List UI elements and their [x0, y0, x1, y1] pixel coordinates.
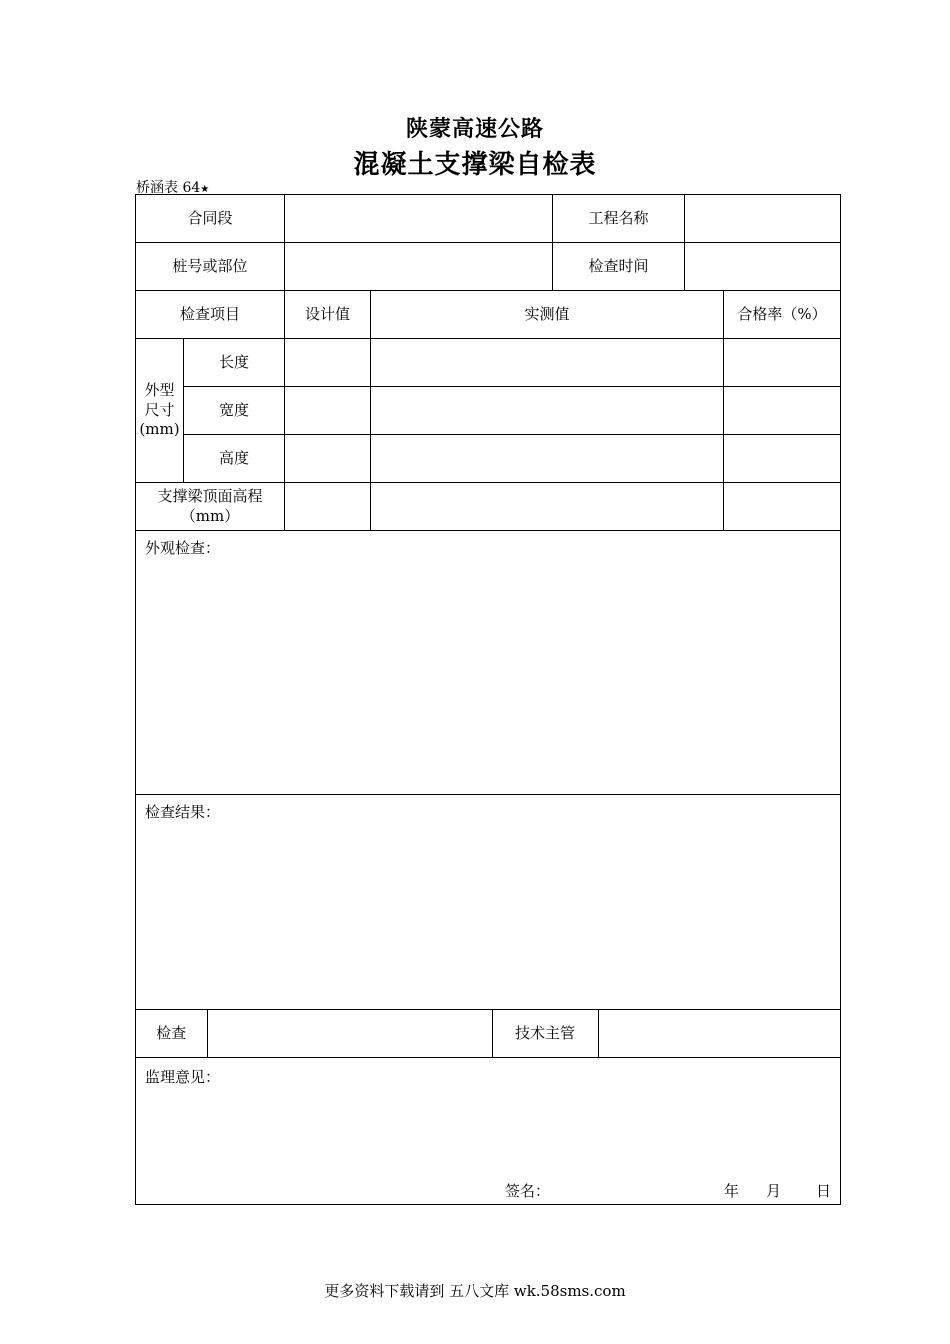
col-header-item: 检查项目	[136, 291, 285, 339]
dimension-group-label	[136, 339, 184, 483]
signature-row	[136, 1010, 841, 1058]
inspection-time-field[interactable]	[685, 243, 841, 291]
table-row	[136, 195, 841, 243]
table-row	[136, 1010, 841, 1058]
col-header-pass-rate: 合格率（%）	[724, 291, 841, 339]
station-label: 桩号或部位	[136, 243, 285, 291]
signature-subtable	[136, 1010, 840, 1057]
pass-rate-cell[interactable]	[724, 339, 841, 387]
table-row	[136, 243, 841, 291]
month-label: 月	[766, 1182, 782, 1200]
footer-note: 更多资料下载请到 五八文库 wk.58sms.com	[324, 1282, 626, 1300]
design-value-cell[interactable]	[285, 387, 371, 435]
pass-rate-cell[interactable]	[724, 387, 841, 435]
project-name-field[interactable]	[685, 195, 841, 243]
group-label-line: 尺寸	[144, 400, 175, 419]
form-title: 混凝土支撑梁自检表	[353, 150, 597, 180]
inspection-result-area[interactable]	[136, 795, 841, 1010]
col-header-measured: 实测值	[371, 291, 724, 339]
inspection-result-label: 检查结果：	[145, 803, 221, 821]
appearance-check-area[interactable]	[136, 531, 841, 795]
row-label-width: 宽度	[184, 387, 285, 435]
table-row	[136, 531, 841, 795]
station-field[interactable]	[285, 243, 553, 291]
elevation-label-line: 支撑梁顶面高程	[157, 487, 263, 505]
contract-section-label: 合同段	[136, 195, 285, 243]
table-row	[136, 483, 841, 531]
measured-value-cell[interactable]	[371, 339, 724, 387]
row-label-height: 高度	[184, 435, 285, 483]
table-header-row	[136, 291, 841, 339]
pass-rate-cell[interactable]	[724, 483, 841, 531]
tech-lead-label: 技术主管	[492, 1010, 598, 1057]
page-title: 陕蒙高速公路	[405, 117, 544, 142]
table-row	[136, 339, 841, 387]
form-code-text: 桥涵表 64	[136, 180, 201, 196]
measured-value-cell[interactable]	[371, 435, 724, 483]
table-row	[136, 1058, 841, 1205]
measured-value-cell[interactable]	[371, 387, 724, 435]
measured-value-cell[interactable]	[371, 483, 724, 531]
design-value-cell[interactable]	[285, 483, 371, 531]
appearance-check-label: 外观检查：	[145, 539, 221, 557]
contract-section-field[interactable]	[285, 195, 553, 243]
table-row	[136, 435, 841, 483]
project-name-label: 工程名称	[553, 195, 685, 243]
col-header-design: 设计值	[285, 291, 371, 339]
row-label-length: 长度	[184, 339, 285, 387]
year-label: 年	[724, 1182, 740, 1200]
group-label-line: (mm)	[139, 420, 180, 439]
design-value-cell[interactable]	[285, 339, 371, 387]
group-label-line: 外型	[144, 381, 175, 400]
inspection-table	[135, 194, 841, 1205]
inspection-time-label: 检查时间	[553, 243, 685, 291]
day-label: 日	[816, 1182, 832, 1200]
elevation-label	[136, 483, 285, 531]
supervisor-opinion-area[interactable]	[136, 1058, 841, 1205]
inspector-signature-field[interactable]	[207, 1010, 492, 1057]
design-value-cell[interactable]	[285, 435, 371, 483]
star-icon: ★	[200, 184, 210, 195]
table-row	[136, 387, 841, 435]
supervisor-opinion-label: 监理意见：	[145, 1068, 221, 1086]
pass-rate-cell[interactable]	[724, 435, 841, 483]
tech-lead-signature-field[interactable]	[598, 1010, 840, 1057]
table-row	[136, 795, 841, 1010]
signature-label: 签名：	[505, 1182, 551, 1200]
inspector-label: 检查	[136, 1010, 207, 1057]
elevation-unit: （mm）	[180, 506, 240, 525]
